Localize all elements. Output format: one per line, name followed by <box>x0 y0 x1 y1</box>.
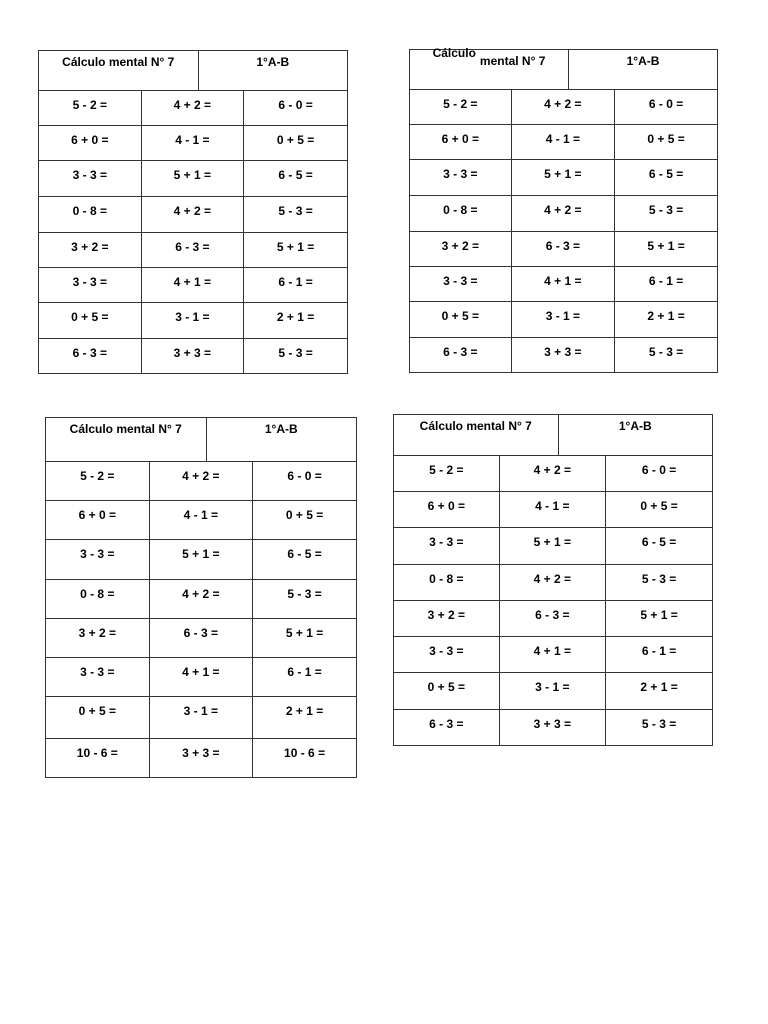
problem-cell: 3 + 2 = <box>410 232 512 267</box>
worksheet-3 <box>45 417 357 778</box>
problem-cell: 6 - 3 = <box>410 338 512 373</box>
problem-row <box>46 540 357 580</box>
problem-cell: 6 - 5 = <box>253 540 357 580</box>
worksheet-title <box>394 415 559 456</box>
problem-cell: 4 + 2 = <box>511 196 614 232</box>
problem-cell: 4 + 2 = <box>141 197 244 233</box>
problem-cell: 3 - 3 = <box>394 528 500 565</box>
problem-cell: 0 - 8 = <box>39 197 142 233</box>
problem-cell: 5 - 2 = <box>39 91 142 126</box>
problem-row <box>46 462 357 501</box>
problem-cell: 5 + 1 = <box>615 232 718 267</box>
problem-cell: 3 - 3 = <box>410 160 512 196</box>
problem-cell: 4 + 1 = <box>511 267 614 302</box>
problem-cell: 3 - 3 = <box>39 268 142 303</box>
worksheet-2 <box>409 46 718 373</box>
problem-row <box>394 456 713 492</box>
problem-row <box>39 303 348 339</box>
problem-cell: 2 + 1 = <box>253 697 357 739</box>
problem-row <box>410 338 718 373</box>
problem-cell: 0 + 5 = <box>253 501 357 540</box>
problem-cell: 4 - 1 = <box>149 501 253 540</box>
problem-cell: 4 - 1 = <box>499 492 606 528</box>
problem-cell: 0 + 5 = <box>46 697 150 739</box>
problem-cell: 2 + 1 = <box>606 673 713 710</box>
problem-cell: 6 - 5 = <box>606 528 713 565</box>
problem-cell: 6 - 3 = <box>511 232 614 267</box>
problem-cell: 3 - 3 = <box>46 658 150 697</box>
problem-cell: 4 - 1 = <box>141 126 244 161</box>
worksheet-title-text: Cálculo mental N° 7 <box>62 55 175 69</box>
problem-cell: 3 - 3 = <box>46 540 150 580</box>
problem-cell: 3 - 3 = <box>39 161 142 197</box>
problem-cell: 0 - 8 = <box>394 565 500 601</box>
problem-cell: 6 - 3 = <box>394 710 500 746</box>
problem-cell: 0 + 5 = <box>244 126 348 161</box>
problem-cell: 5 + 1 = <box>511 160 614 196</box>
problem-cell: 2 + 1 = <box>615 302 718 338</box>
problem-cell: 3 + 3 = <box>149 739 253 778</box>
worksheet-title <box>46 418 207 462</box>
worksheet-grade: 1°A-B <box>558 415 713 456</box>
problem-row <box>46 501 357 540</box>
problem-cell: 6 - 1 = <box>244 268 348 303</box>
problem-row <box>394 528 713 565</box>
problem-cell: 6 + 0 = <box>46 501 150 540</box>
problem-cell: 0 + 5 = <box>39 303 142 339</box>
problem-cell: 6 - 3 = <box>141 233 244 268</box>
problems-table <box>393 455 713 746</box>
problem-cell: 5 + 1 = <box>499 528 606 565</box>
problem-cell: 4 - 1 = <box>511 125 614 160</box>
problem-row <box>39 126 348 161</box>
worksheet-header <box>393 414 713 455</box>
problem-row <box>39 161 348 197</box>
problem-row <box>394 492 713 528</box>
worksheet-header <box>38 50 348 90</box>
problem-cell: 6 - 1 = <box>606 637 713 673</box>
problem-row <box>394 565 713 601</box>
worksheet-grade: 1°A-B <box>206 418 357 462</box>
problem-cell: 6 - 0 = <box>244 91 348 126</box>
problem-cell: 3 - 1 = <box>149 697 253 739</box>
problem-cell: 4 + 2 = <box>499 565 606 601</box>
worksheet-title <box>410 46 569 90</box>
problem-cell: 2 + 1 = <box>244 303 348 339</box>
worksheet-grade: 1°A-B <box>198 51 348 91</box>
worksheet-header <box>409 46 718 89</box>
problem-cell: 3 + 2 = <box>39 233 142 268</box>
problem-row <box>39 197 348 233</box>
problem-row <box>410 267 718 302</box>
problem-row <box>39 268 348 303</box>
problem-cell: 3 - 3 = <box>394 637 500 673</box>
worksheet-1 <box>38 50 348 374</box>
problem-cell: 6 - 0 = <box>606 456 713 492</box>
problem-cell: 5 - 3 = <box>244 197 348 233</box>
problem-cell: 3 - 1 = <box>499 673 606 710</box>
problem-cell: 0 + 5 = <box>394 673 500 710</box>
problem-row <box>410 125 718 160</box>
worksheet-title-rest: mental N° 7 <box>479 54 546 68</box>
problem-row <box>410 232 718 267</box>
problem-cell: 5 - 2 = <box>394 456 500 492</box>
problem-cell: 5 - 3 = <box>244 339 348 374</box>
problem-cell: 6 - 5 = <box>615 160 718 196</box>
problem-cell: 6 - 3 = <box>499 601 606 637</box>
problem-cell: 4 + 1 = <box>149 658 253 697</box>
problem-cell: 4 + 2 = <box>499 456 606 492</box>
problem-cell: 3 + 2 = <box>46 619 150 658</box>
problem-cell: 3 - 1 = <box>511 302 614 338</box>
problem-cell: 5 + 1 = <box>606 601 713 637</box>
worksheet-title <box>39 51 199 91</box>
problem-row <box>410 302 718 338</box>
worksheet-header <box>45 417 357 461</box>
problem-cell: 0 + 5 = <box>606 492 713 528</box>
problem-cell: 5 + 1 = <box>253 619 357 658</box>
problem-cell: 6 + 0 = <box>39 126 142 161</box>
problem-cell: 6 + 0 = <box>394 492 500 528</box>
problem-cell: 6 - 1 = <box>253 658 357 697</box>
problem-row <box>394 637 713 673</box>
problem-row <box>410 90 718 125</box>
problems-table <box>409 89 718 373</box>
problems-table <box>45 461 357 778</box>
problem-cell: 5 + 1 = <box>149 540 253 580</box>
worksheet-grade: 1°A-B <box>569 50 718 90</box>
problem-row <box>394 601 713 637</box>
problem-cell: 3 + 3 = <box>141 339 244 374</box>
problem-cell: 6 + 0 = <box>410 125 512 160</box>
problem-cell: 5 - 2 = <box>46 462 150 501</box>
problem-cell: 4 + 2 = <box>149 580 253 619</box>
worksheet-4 <box>393 414 713 746</box>
problem-row <box>394 673 713 710</box>
problem-cell: 3 + 2 = <box>394 601 500 637</box>
problem-row <box>410 160 718 196</box>
problem-row <box>46 580 357 619</box>
worksheet-title-text: Cálculo mental N° 7 <box>419 419 532 433</box>
worksheet-title-word: Cálculo <box>432 46 476 60</box>
problem-row <box>39 339 348 374</box>
problem-row <box>46 658 357 697</box>
problem-cell: 6 - 5 = <box>244 161 348 197</box>
problem-cell: 5 - 3 = <box>615 196 718 232</box>
problem-cell: 3 - 3 = <box>410 267 512 302</box>
problem-cell: 5 + 1 = <box>141 161 244 197</box>
problem-row <box>46 619 357 658</box>
problem-cell: 4 + 1 = <box>141 268 244 303</box>
problem-cell: 0 - 8 = <box>46 580 150 619</box>
problem-row <box>410 196 718 232</box>
problem-cell: 6 - 3 = <box>149 619 253 658</box>
problem-cell: 0 + 5 = <box>615 125 718 160</box>
problem-cell: 3 + 3 = <box>499 710 606 746</box>
problem-cell: 4 + 2 = <box>511 90 614 125</box>
problem-row <box>39 91 348 126</box>
problem-cell: 6 - 1 = <box>615 267 718 302</box>
problem-cell: 4 + 2 = <box>141 91 244 126</box>
problem-cell: 5 - 3 = <box>606 565 713 601</box>
problem-row <box>39 233 348 268</box>
problem-cell: 0 - 8 = <box>410 196 512 232</box>
problem-cell: 5 - 2 = <box>410 90 512 125</box>
problem-cell: 6 - 0 = <box>253 462 357 501</box>
problems-table <box>38 90 348 374</box>
problem-cell: 6 - 3 = <box>39 339 142 374</box>
problem-row <box>46 697 357 739</box>
worksheet-title-text: Cálculo mental N° 7 <box>69 422 182 436</box>
problem-row <box>394 710 713 746</box>
problem-cell: 5 + 1 = <box>244 233 348 268</box>
problem-cell: 3 + 3 = <box>511 338 614 373</box>
problem-cell: 3 - 1 = <box>141 303 244 339</box>
problem-cell: 0 + 5 = <box>410 302 512 338</box>
problem-row <box>46 739 357 778</box>
problem-cell: 4 + 1 = <box>499 637 606 673</box>
problem-cell: 10 - 6 = <box>253 739 357 778</box>
problem-cell: 4 + 2 = <box>149 462 253 501</box>
problem-cell: 6 - 0 = <box>615 90 718 125</box>
problem-cell: 5 - 3 = <box>253 580 357 619</box>
problem-cell: 5 - 3 = <box>606 710 713 746</box>
problem-cell: 10 - 6 = <box>46 739 150 778</box>
problem-cell: 5 - 3 = <box>615 338 718 373</box>
